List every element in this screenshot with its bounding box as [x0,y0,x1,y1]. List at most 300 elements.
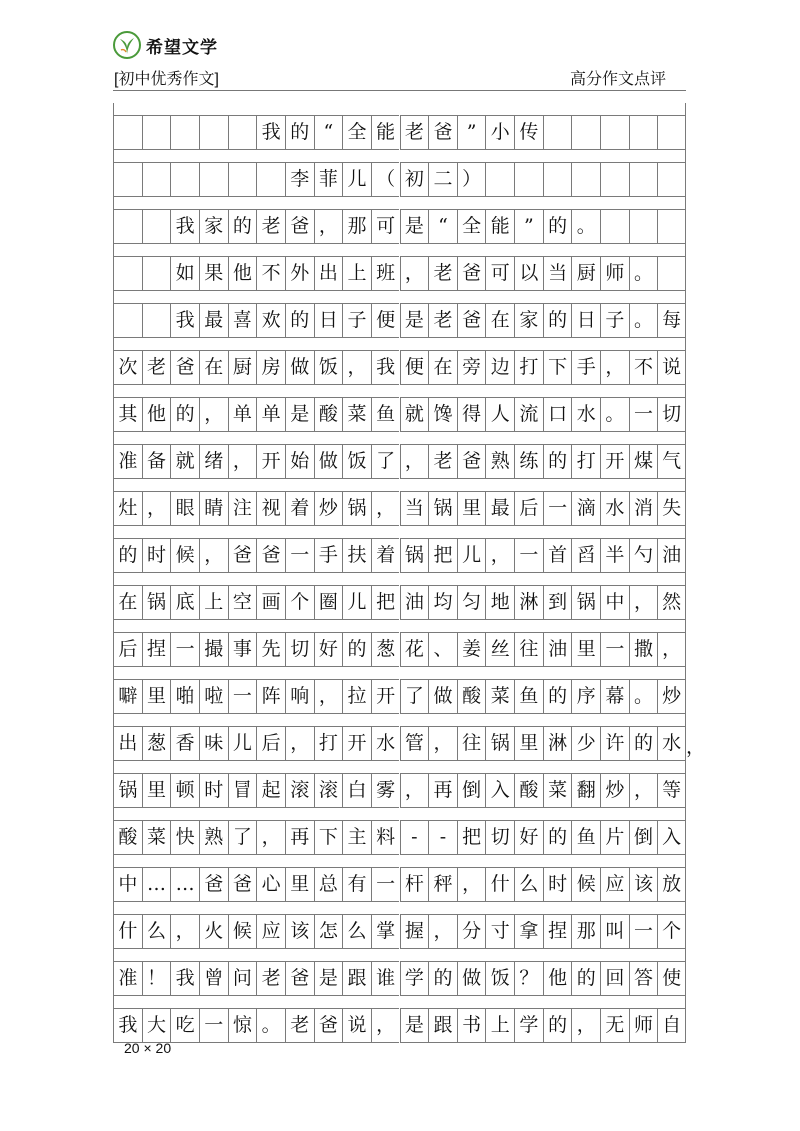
grid-cell: 里 [457,491,486,526]
grid-cell: 锅 [113,773,142,808]
grid-cell: 锅 [342,491,371,526]
grid-row [113,209,686,244]
grid-cell: 幕 [600,679,629,714]
grid-cell: 说 [342,1008,371,1043]
grid-cell: 每 [657,303,686,338]
grid-cell: ， [285,726,314,761]
grid-cell: 他 [228,256,257,291]
grid-cell: 把 [457,820,486,855]
grid-cell: ， [314,679,343,714]
grid-cell [657,256,686,291]
grid-cell: 外 [285,256,314,291]
grid-cell: 日 [314,303,343,338]
grid-cell: 掌 [371,914,400,949]
grid-cell: 爸 [285,209,314,244]
grid-cell: 滚 [314,773,343,808]
grid-spacer [113,244,686,256]
grid-cell: 的 [543,444,572,479]
grid-spacer [113,338,686,350]
grid-spacer [113,150,686,162]
grid-cell [113,162,142,197]
grid-cell: 跟 [342,961,371,996]
grid-cell: 睛 [199,491,228,526]
hope-literature-logo-icon [112,30,142,60]
grid-cell: 候 [170,538,199,573]
grid-cell: 准 [113,961,142,996]
grid-cell: 啪 [170,679,199,714]
grid-cell: 视 [256,491,285,526]
grid-cell: 菜 [142,820,171,855]
grid-cell: 全 [457,209,486,244]
grid-cell [228,115,257,150]
grid-cell [142,115,171,150]
grid-cell: 水 [371,726,400,761]
grid-cell: 得 [457,397,486,432]
grid-cell: 酸 [514,773,543,808]
grid-cell: 就 [170,444,199,479]
header-divider [113,90,686,91]
grid-cell: 勺 [629,538,658,573]
grid-cell: （ [371,162,400,197]
grid-cell: 一 [371,867,400,902]
grid-row [113,350,686,385]
grid-cell: 一 [514,538,543,573]
grid-cell: 菜 [342,397,371,432]
grid-cell: 传 [514,115,543,150]
grid-cell: 能 [371,115,400,150]
grid-cell: 酸 [113,820,142,855]
grid-cell: 应 [256,914,285,949]
grid-cell: 饭 [342,444,371,479]
grid-cell: ， [199,538,228,573]
grid-cell: 一 [629,914,658,949]
grid-cell: 扶 [342,538,371,573]
grid-cell: 在 [428,350,457,385]
grid-cell: 香 [170,726,199,761]
grid-cell: ” [457,115,486,150]
grid-cell: 注 [228,491,257,526]
grid-cell: 当 [400,491,429,526]
grid-cell: 白 [342,773,371,808]
grid-row [113,1008,686,1043]
grid-cell: 倒 [457,773,486,808]
grid-cell [142,162,171,197]
grid-cell: 使 [657,961,686,996]
grid-cell: 了 [371,444,400,479]
grid-spacer [113,996,686,1008]
grid-cell: 一 [228,679,257,714]
grid-row [113,726,686,761]
grid-cell: 空 [228,585,257,620]
grid-cell: 菲 [314,162,343,197]
grid-cell: 家 [514,303,543,338]
grid-cell: 再 [285,820,314,855]
grid-cell: 小 [485,115,514,150]
grid-cell [657,209,686,244]
grid-cell: 好 [514,820,543,855]
grid-cell: 煤 [629,444,658,479]
grid-cell: 匀 [457,585,486,620]
grid-cell: 炒 [657,679,686,714]
grid-cell: “ [314,115,343,150]
grid-cell: 做 [457,961,486,996]
grid-cell: 里 [142,679,171,714]
grid-cell: 水 [571,397,600,432]
grid-cell [629,162,658,197]
grid-row [113,585,686,620]
grid-cell: 初 [400,162,429,197]
grid-spacer [113,573,686,585]
grid-cell: ） [457,162,486,197]
grid-cell: 捏 [142,632,171,667]
grid-cell: 儿 [342,585,371,620]
grid-cell: 把 [428,538,457,573]
grid-cell: 。 [629,303,658,338]
grid-cell: 的 [571,961,600,996]
grid-cell: 杆 [400,867,429,902]
grid-cell [228,162,257,197]
grid-cell: 入 [485,773,514,808]
grid-cell: 均 [428,585,457,620]
grid-cell: 做 [314,444,343,479]
grid-cell: 的 [543,820,572,855]
grid-cell: 切 [657,397,686,432]
grid-cell: 儿 [457,538,486,573]
grid-cell [600,162,629,197]
grid-cell: ， [142,491,171,526]
grid-cell [600,115,629,150]
grid-cell [199,115,228,150]
grid-cell: 往 [457,726,486,761]
grid-cell: 失 [657,491,686,526]
grid-cell: 老 [428,303,457,338]
grid-cell: 房 [256,350,285,385]
brand-name: 希望文学 [146,37,218,58]
grid-cell: ， [428,726,457,761]
grid-cell: 如 [170,256,199,291]
grid-cell: 熟 [199,820,228,855]
grid-cell: 么 [342,914,371,949]
grid-cell: 是 [400,303,429,338]
grid-cell: 的 [342,632,371,667]
grid-cell: 个 [285,585,314,620]
grid-cell: 当 [543,256,572,291]
grid-cell: 手 [571,350,600,385]
grid-spacer [113,620,686,632]
grid-cell: 圈 [314,585,343,620]
brand-logo [112,30,218,60]
grid-cell: 上 [485,1008,514,1043]
grid-cell: 鱼 [371,397,400,432]
grid-cell [113,115,142,150]
grid-row [113,491,686,526]
grid-cell: 把 [371,585,400,620]
grid-row [113,115,686,150]
grid-cell: 酸 [314,397,343,432]
grid-cell: 就 [400,397,429,432]
grid-cell: 秤 [428,867,457,902]
grid-cell: ， [629,585,658,620]
grid-cell: 锅 [428,491,457,526]
grid-cell: 大 [142,1008,171,1043]
grid-cell: 握 [400,914,429,949]
grid-cell: 等 [657,773,686,808]
grid-cell: 入 [657,820,686,855]
grid-cell: 次 [113,350,142,385]
grid-cell: 打 [314,726,343,761]
grid-row [113,679,686,714]
grid-cell: “ [428,209,457,244]
grid-cell: 始 [285,444,314,479]
grid-cell: 儿 [342,162,371,197]
grid-cell: 快 [170,820,199,855]
grid-cell: 味 [199,726,228,761]
grid-cell: 馋 [428,397,457,432]
grid-cell: 我 [256,115,285,150]
grid-cell: ， [256,820,285,855]
grid-cell: 旁 [457,350,486,385]
grid-cell [543,162,572,197]
grid-cell: 我 [170,209,199,244]
grid-cell: 厨 [228,350,257,385]
grid-cell: 儿 [228,726,257,761]
grid-cell: 上 [199,585,228,620]
grid-cell: 开 [371,679,400,714]
grid-cell: 备 [142,444,171,479]
grid-cell [170,162,199,197]
grid-cell: 什 [485,867,514,902]
grid-cell: 做 [285,350,314,385]
grid-cell: 上 [342,256,371,291]
grid-cell: 时 [543,867,572,902]
grid-cell: 翻 [571,773,600,808]
grid-cell: 时 [199,773,228,808]
grid-cell: 以 [514,256,543,291]
grid-cell: ， [400,444,429,479]
grid-cell: 做 [428,679,457,714]
grid-cell: 了 [228,820,257,855]
grid-cell: 油 [657,538,686,573]
grid-cell: 再 [428,773,457,808]
grid-spacer [113,103,686,115]
grid-cell: 姜 [457,632,486,667]
grid-cell: 。 [629,256,658,291]
grid-cell: ， [400,256,429,291]
grid-cell: 里 [285,867,314,902]
grid-cell [142,209,171,244]
grid-cell: 打 [514,350,543,385]
grid-cell: 里 [142,773,171,808]
grid-cell: 先 [256,632,285,667]
grid-cell: ， [371,1008,400,1043]
grid-cell: ， [400,773,429,808]
grid-cell: 起 [256,773,285,808]
grid-cell: 在 [199,350,228,385]
grid-cell: 到 [543,585,572,620]
grid-cell: 老 [142,350,171,385]
grid-cell: 花 [400,632,429,667]
grid-cell: 单 [256,397,285,432]
grid-cell: 爸 [285,961,314,996]
grid-cell [113,256,142,291]
grid-cell: 开 [256,444,285,479]
grid-cell: 里 [571,632,600,667]
grid-cell: 滚 [285,773,314,808]
grid-cell: 鱼 [514,679,543,714]
grid-cell: 爸 [314,1008,343,1043]
grid-cell: 叫 [600,914,629,949]
grid-cell: 我 [170,961,199,996]
grid-cell [657,115,686,150]
grid-cell: 分 [457,914,486,949]
grid-size-label: 20 × 20 [124,1040,172,1056]
grid-cell: 放 [657,867,686,902]
grid-cell: 序 [571,679,600,714]
grid-cell: 什 [113,914,142,949]
grid-cell: 消 [629,491,658,526]
grid-cell: 锅 [485,726,514,761]
grid-row [113,162,686,197]
grid-cell: 老 [428,444,457,479]
grid-cell: 总 [314,867,343,902]
grid-cell: 灶 [113,491,142,526]
grid-cell: 人 [485,397,514,432]
grid-cell: 我 [170,303,199,338]
grid-spacer [113,761,686,773]
grid-cell: 炒 [314,491,343,526]
grid-cell: 曾 [199,961,228,996]
grid-cell: 爸 [228,538,257,573]
grid-cell: 日 [571,303,600,338]
grid-cell: ， [428,914,457,949]
grid-cell: 首 [543,538,572,573]
grid-cell: 个 [657,914,686,949]
grid-cell: 怎 [314,914,343,949]
grid-cell: 的 [285,115,314,150]
grid-cell: 他 [543,961,572,996]
grid-cell [514,162,543,197]
grid-cell: 爸 [457,303,486,338]
grid-cell: 手 [314,538,343,573]
grid-cell: 他 [142,397,171,432]
grid-cell: 中 [113,867,142,902]
grid-spacer [113,855,686,867]
grid-cell: 老 [256,961,285,996]
grid-cell: 一 [629,397,658,432]
grid-cell: 的 [285,303,314,338]
grid-cell: 么 [142,914,171,949]
grid-row [113,256,686,291]
grid-row [113,444,686,479]
grid-cell: 地 [485,585,514,620]
grid-cell: 候 [228,914,257,949]
grid-cell: 候 [571,867,600,902]
grid-cell: 饭 [314,350,343,385]
grid-cell: 可 [371,209,400,244]
grid-cell: 出 [314,256,343,291]
grid-cell: 然 [657,585,686,620]
grid-spacer [113,714,686,726]
grid-cell: 可 [485,256,514,291]
grid-cell: 好 [314,632,343,667]
grid-cell: 心 [256,867,285,902]
grid-cell: 淋 [543,726,572,761]
grid-cell: 那 [571,914,600,949]
grid-cell: 阵 [256,679,285,714]
grid-row [113,961,686,996]
grid-cell: 画 [256,585,285,620]
grid-cell: 一 [600,632,629,667]
grid-cell: 。 [571,209,600,244]
grid-cell [657,162,686,197]
grid-cell: 锅 [400,538,429,573]
grid-cell: ， [571,1008,600,1043]
grid-cell: 那 [342,209,371,244]
grid-cell: 子 [600,303,629,338]
grid-cell: 淋 [514,585,543,620]
grid-cell: 寸 [485,914,514,949]
grid-cell: 该 [629,867,658,902]
grid-cell: 炒 [600,773,629,808]
grid-cell: 学 [400,961,429,996]
grid-cell: 无 [600,1008,629,1043]
grid-cell: 便 [400,350,429,385]
grid-cell: 油 [400,585,429,620]
grid-cell: 着 [371,538,400,573]
grid-cell: 能 [485,209,514,244]
grid-spacer [113,291,686,303]
grid-cell: 了 [400,679,429,714]
grid-cell: 响 [285,679,314,714]
grid-cell: 倒 [629,820,658,855]
grid-row [113,632,686,667]
grid-cell: 边 [485,350,514,385]
grid-cell: 拉 [342,679,371,714]
grid-spacer [113,197,686,209]
grid-cell: 便 [371,303,400,338]
grid-cell: 里 [514,726,543,761]
grid-spacer [113,808,686,820]
grid-cell: 么 [514,867,543,902]
grid-cell: ， [170,914,199,949]
grid-cell: 其 [113,397,142,432]
grid-cell: 一 [170,632,199,667]
grid-cell: 菜 [485,679,514,714]
grid-cell: 爸 [457,256,486,291]
grid-cell: 班 [371,256,400,291]
composition-grid [113,103,706,1036]
grid-cell: ， [485,538,514,573]
grid-cell: 中 [600,585,629,620]
grid-cell: 后 [256,726,285,761]
grid-cell: 冒 [228,773,257,808]
grid-cell: 底 [170,585,199,620]
grid-spacer [113,432,686,444]
grid-cell: 最 [199,303,228,338]
grid-cell: 捏 [543,914,572,949]
grid-cell: 在 [113,585,142,620]
grid-cell: ， [228,444,257,479]
grid-cell: 的 [113,538,142,573]
grid-cell: 是 [285,397,314,432]
grid-cell: 老 [256,209,285,244]
grid-cell: 。 [600,397,629,432]
grid-cell: 书 [457,1008,486,1043]
grid-cell: 饭 [485,961,514,996]
grid-cell: 答 [629,961,658,996]
grid-cell: 的 [543,209,572,244]
grid-cell: 有 [342,867,371,902]
